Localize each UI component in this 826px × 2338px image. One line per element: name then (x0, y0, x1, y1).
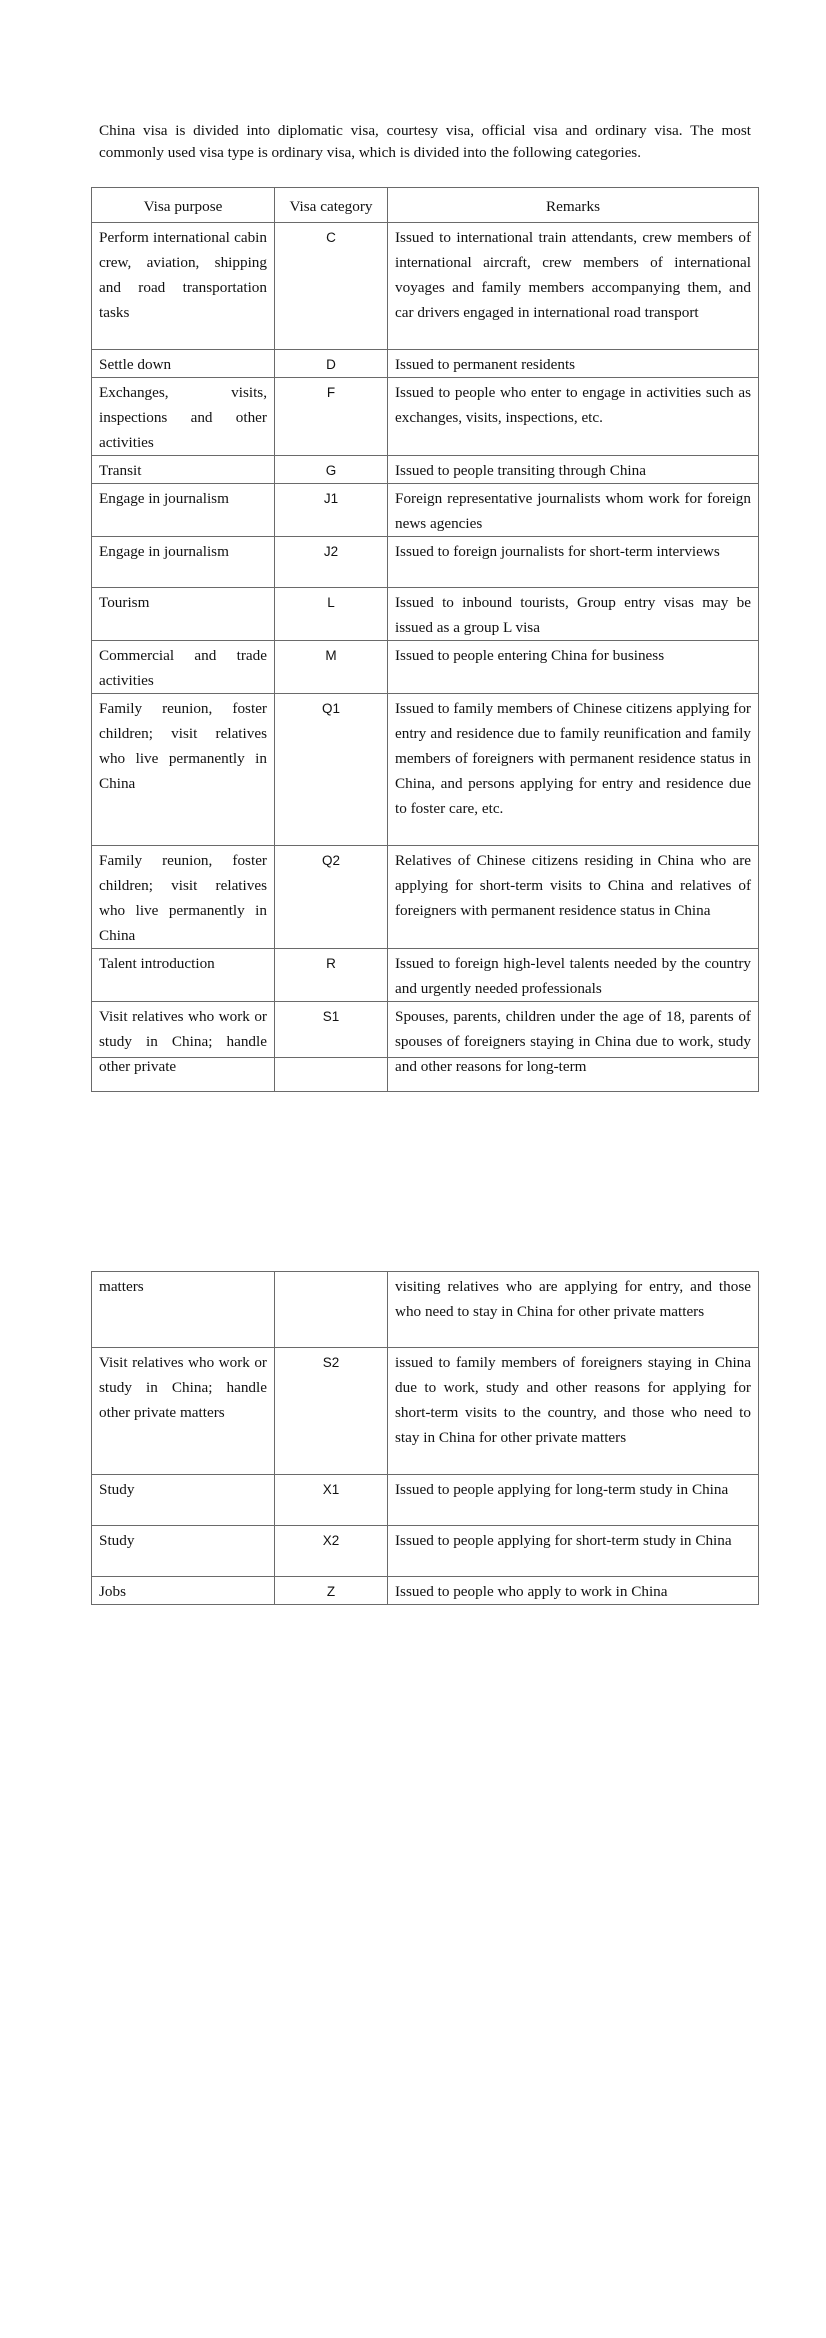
visa-category-cell: Q1 (275, 694, 388, 846)
remarks-cell: issued to family members of foreigners staying in China due to work, study and other reasons for applying for short-term visits to the country, and those who need to stay in China for other private matters (388, 1348, 759, 1475)
visa-purpose-cell: matters (92, 1272, 275, 1348)
visa-purpose-cell: Tourism (92, 588, 275, 641)
table-row (92, 1272, 759, 1348)
table-row (92, 350, 759, 378)
table-header-row (92, 188, 759, 223)
remarks-cell: Issued to permanent residents (388, 350, 759, 378)
remarks-cell: Issued to inbound tourists, Group entry visas may be issued as a group L visa (388, 588, 759, 641)
remarks-cell: Foreign representative journalists whom work for foreign news agencies (388, 484, 759, 537)
table-row (92, 694, 759, 846)
table-row (92, 484, 759, 537)
header-visa-purpose: Visa purpose (92, 188, 275, 223)
visa-table-part-1 (91, 187, 759, 1092)
visa-category-cell: S2 (275, 1348, 388, 1475)
header-visa-category: Visa category (275, 188, 388, 223)
visa-category-cell: J1 (275, 484, 388, 537)
visa-purpose-cell: Settle down (92, 350, 275, 378)
intro-paragraph: China visa is divided into diplomatic visa, courtesy visa, official visa and ordinary visa. The most commonly used visa type is ordinary visa, which is divided into the following categories. (99, 122, 751, 161)
table-row (92, 537, 759, 588)
table-row (92, 456, 759, 484)
remarks-cell: Issued to people applying for short-term study in China (388, 1526, 759, 1577)
visa-category-cell: C (275, 223, 388, 350)
visa-category-cell: X1 (275, 1475, 388, 1526)
visa-category-cell: R (275, 949, 388, 1002)
table-row (92, 1526, 759, 1577)
visa-purpose-cell: Engage in journalism (92, 484, 275, 537)
visa-table-part-2 (91, 1271, 759, 1605)
visa-category-cell: D (275, 350, 388, 378)
visa-purpose-cell: Study (92, 1475, 275, 1526)
remarks-cell: Issued to family members of Chinese citizens applying for entry and residence due to family reunification and family members of foreigners with permanent residence status in China, and persons applying for entry and residence due to foster care, etc. (388, 694, 759, 846)
visa-purpose-cell: Talent introduction (92, 949, 275, 1002)
remarks-cell: Relatives of Chinese citizens residing in China who are applying for short-term visits to China and relatives of foreigners with permanent residence status in China (388, 846, 759, 949)
remarks-cell: visiting relatives who are applying for entry, and those who need to stay in China for other private matters (388, 1272, 759, 1348)
visa-purpose-cell: Study (92, 1526, 275, 1577)
table-row (92, 641, 759, 694)
visa-category-cell: F (275, 378, 388, 456)
remarks-cell: Issued to people applying for long-term study in China (388, 1475, 759, 1526)
visa-category-cell: Z (275, 1577, 388, 1605)
visa-purpose-cell: Visit relatives who work or study in China; handle other private matters (92, 1348, 275, 1475)
remarks-cell: Issued to people who enter to engage in activities such as exchanges, visits, inspections, etc. (388, 378, 759, 456)
visa-purpose-cell: Commercial and trade activities (92, 641, 275, 694)
header-remarks: Remarks (388, 188, 759, 223)
visa-purpose-cell: Exchanges, visits, inspections and other activities (92, 378, 275, 456)
table-row (92, 223, 759, 350)
remarks-cell: Issued to foreign journalists for short-term interviews (388, 537, 759, 588)
visa-category-cell: S1 (275, 1002, 388, 1092)
visa-purpose-cell: Family reunion, foster children; visit relatives who live permanently in China (92, 694, 275, 846)
table-row (92, 1475, 759, 1526)
remarks-cell: Issued to people who apply to work in China (388, 1577, 759, 1605)
table-row (92, 949, 759, 1002)
visa-category-cell: J2 (275, 537, 388, 588)
visa-category-cell: X2 (275, 1526, 388, 1577)
remarks-cell: Spouses, parents, children under the age of 18, parents of spouses of foreigners staying in China due to work, study and other reasons for long-term (388, 1002, 759, 1092)
table-row (92, 1577, 759, 1605)
visa-purpose-cell: Perform international cabin crew, aviation, shipping and road transportation tasks (92, 223, 275, 350)
table-page-1-region (91, 187, 760, 1075)
remarks-cell: Issued to foreign high-level talents needed by the country and urgently needed professionals (388, 949, 759, 1002)
table-row (92, 1348, 759, 1475)
visa-category-cell: G (275, 456, 388, 484)
remarks-cell: Issued to people transiting through China (388, 456, 759, 484)
visa-category-cell: L (275, 588, 388, 641)
visa-purpose-cell: Jobs (92, 1577, 275, 1605)
visa-category-cell (275, 1272, 388, 1348)
table-row (92, 378, 759, 456)
table-row (92, 1002, 759, 1092)
visa-purpose-cell: Transit (92, 456, 275, 484)
remarks-cell: Issued to people entering China for business (388, 641, 759, 694)
table-row (92, 588, 759, 641)
table-row (92, 846, 759, 949)
visa-purpose-cell: Family reunion, foster children; visit relatives who live permanently in China (92, 846, 275, 949)
remarks-cell: Issued to international train attendants, crew members of international aircraft, crew members of international voyages and family members accompanying them, and car drivers engaged in international road transport (388, 223, 759, 350)
visa-purpose-cell: Visit relatives who work or study in China; handle other private (92, 1002, 275, 1092)
visa-category-cell: Q2 (275, 846, 388, 949)
visa-category-cell: M (275, 641, 388, 694)
visa-purpose-cell: Engage in journalism (92, 537, 275, 588)
